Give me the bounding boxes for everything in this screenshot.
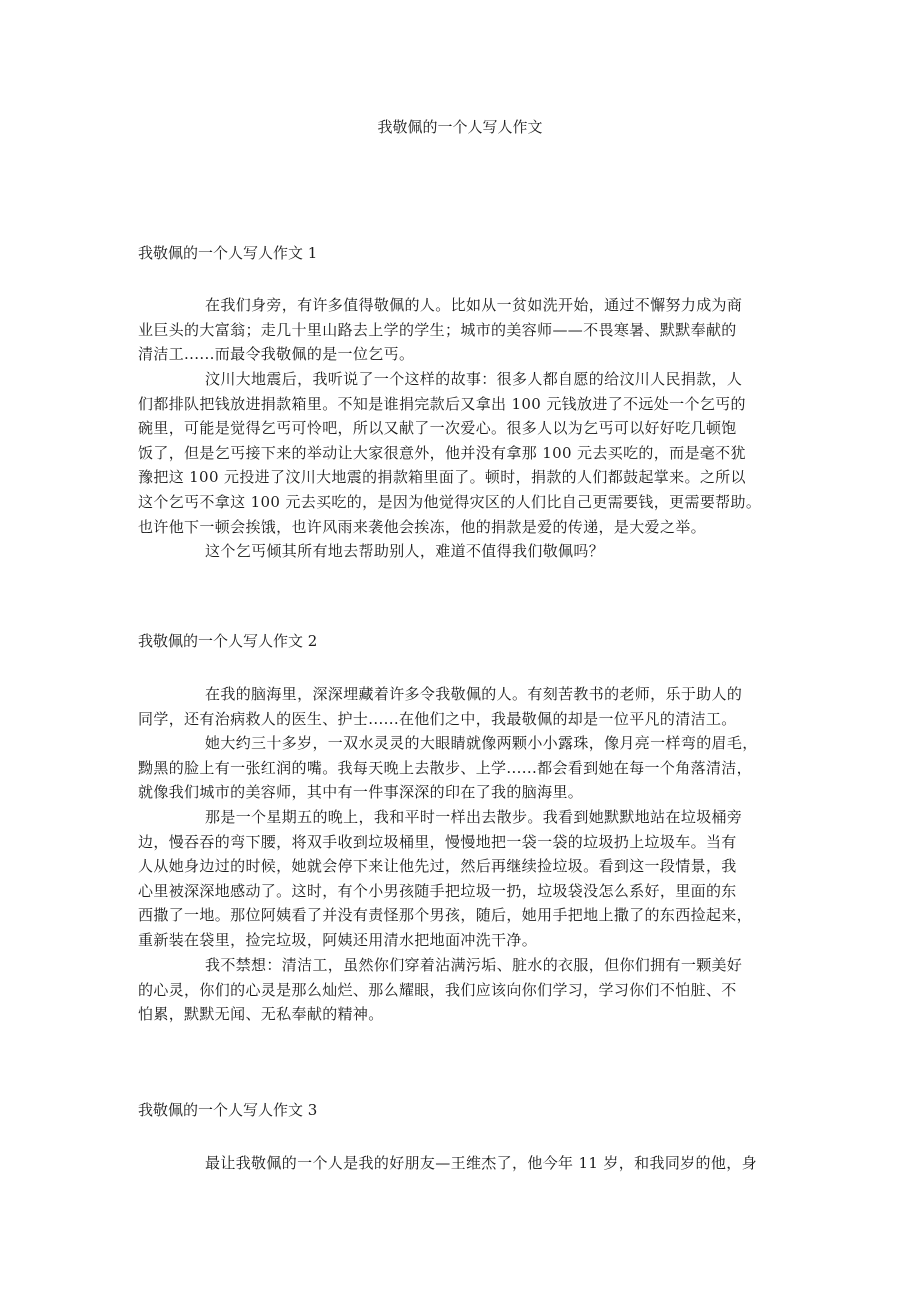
text-line: 重新装在袋里，捡完垃圾，阿姨还用清水把地面冲洗干净。 bbox=[138, 930, 538, 949]
text-line: 饭了，但是乞丐接下来的举动让大家很意外，他并没有拿那 100 元去买吃的，而是毫不犹 bbox=[138, 443, 746, 462]
paragraph bbox=[138, 539, 788, 564]
text-line: 这个乞丐不拿这 100 元去买吃的，是因为他觉得灾区的人们比自己更需要钱，更需要帮助。 bbox=[138, 492, 762, 511]
text-line: 豫把这 100 元投进了汶川大地震的捐款箱里面了。顿时，捐款的人们都鼓起掌来。之所以 bbox=[138, 468, 746, 487]
text-line: 的心灵，你们的心灵是那么灿烂、那么耀眼，我们应该向你们学习，学习你们不怕脏、不 bbox=[138, 980, 737, 999]
text-line: 人从她身边过的时候，她就会停下来让他先过，然后再继续捡垃圾。看到这一段情景，我 bbox=[138, 857, 737, 876]
paragraph bbox=[138, 953, 788, 1027]
text-line: 碗里，可能是觉得乞丐可怜吧，所以又献了一次爱心。很多人以为乞丐可以好好吃几顿饱 bbox=[138, 419, 737, 438]
text-line: 也许他下一顿会挨饿，也许风雨来袭他会挨冻，他的捐款是爱的传递，是大爱之举。 bbox=[138, 517, 706, 536]
paragraph bbox=[138, 1151, 788, 1176]
paragraph bbox=[138, 682, 788, 731]
paragraph bbox=[138, 293, 788, 367]
section-heading: 我敬佩的一个人写人作文 2 bbox=[138, 632, 318, 650]
text-line: 那是一个星期五的晚上，我和平时一样出去散步。我看到她默默地站在垃圾桶旁 bbox=[205, 808, 743, 826]
text-line: 在我的脑海里，深深埋藏着许多令我敬佩的人。有刻苦教书的老师，乐于助人的 bbox=[205, 685, 743, 703]
document-title: 我敬佩的一个人写人作文 bbox=[377, 118, 543, 136]
text-line: 这个乞丐倾其所有地去帮助别人，难道不值得我们敬佩吗？ bbox=[205, 542, 605, 560]
text-line: 心里被深深地感动了。这时，有个小男孩随手把垃圾一扔，垃圾袋没怎么系好，里面的东 bbox=[138, 881, 737, 900]
paragraph bbox=[138, 731, 788, 805]
text-line: 就像我们城市的美容师，其中有一件事深深的印在了我的脑海里。 bbox=[138, 783, 584, 802]
paragraph bbox=[138, 367, 788, 539]
text-line: 最让我敬佩的一个人是我的好朋友—王维杰了，他今年 11 岁，和我同岁的他，身 bbox=[205, 1154, 757, 1172]
text-line: 业巨头的大富翁；走几十里山路去上学的学生；城市的美容师——不畏寒暑、默默奉献的 bbox=[138, 320, 737, 339]
paragraph bbox=[138, 805, 788, 953]
text-line: 怕累，默默无闻、无私奉献的精神。 bbox=[138, 1005, 384, 1024]
text-line: 西撒了一地。那位阿姨看了并没有责怪那个男孩，随后，她用手把地上撒了的东西捡起来， bbox=[138, 906, 753, 925]
text-line: 黝黑的脸上有一张红润的嘴。我每天晚上去散步、上学......都会看到她在每一个角落清洁， bbox=[138, 758, 753, 777]
text-line: 我不禁想：清洁工，虽然你们穿着沾满污垢、脏水的衣服，但你们拥有一颗美好 bbox=[205, 956, 743, 974]
section-heading: 我敬佩的一个人写人作文 1 bbox=[138, 244, 318, 262]
text-line: 边，慢吞吞的弯下腰，将双手收到垃圾桶里，慢慢地把一袋一袋的垃圾扔上垃圾车。当有 bbox=[138, 832, 737, 851]
text-line: 在我们身旁，有许多值得敬佩的人。比如从一贫如洗开始，通过不懈努力成为商 bbox=[205, 296, 743, 314]
section-heading: 我敬佩的一个人写人作文 3 bbox=[138, 1101, 318, 1119]
text-line: 同学，还有治病救人的医生、护士......在他们之中，我最敬佩的却是一位平凡的清洁工。 bbox=[138, 709, 737, 728]
text-line: 她大约三十多岁，一双水灵灵的大眼睛就像两颗小小露珠，像月亮一样弯的眉毛， bbox=[205, 734, 758, 752]
text-line: 清洁工......而最令我敬佩的是一位乞丐。 bbox=[138, 345, 415, 364]
text-line: 汶川大地震后，我听说了一个这样的故事：很多人都自愿的给汶川人民捐款，人 bbox=[205, 370, 743, 388]
text-line: 们都排队把钱放进捐款箱里。不知是谁捐完款后又拿出 100 元钱放进了不远处一个乞丐的 bbox=[138, 394, 746, 413]
